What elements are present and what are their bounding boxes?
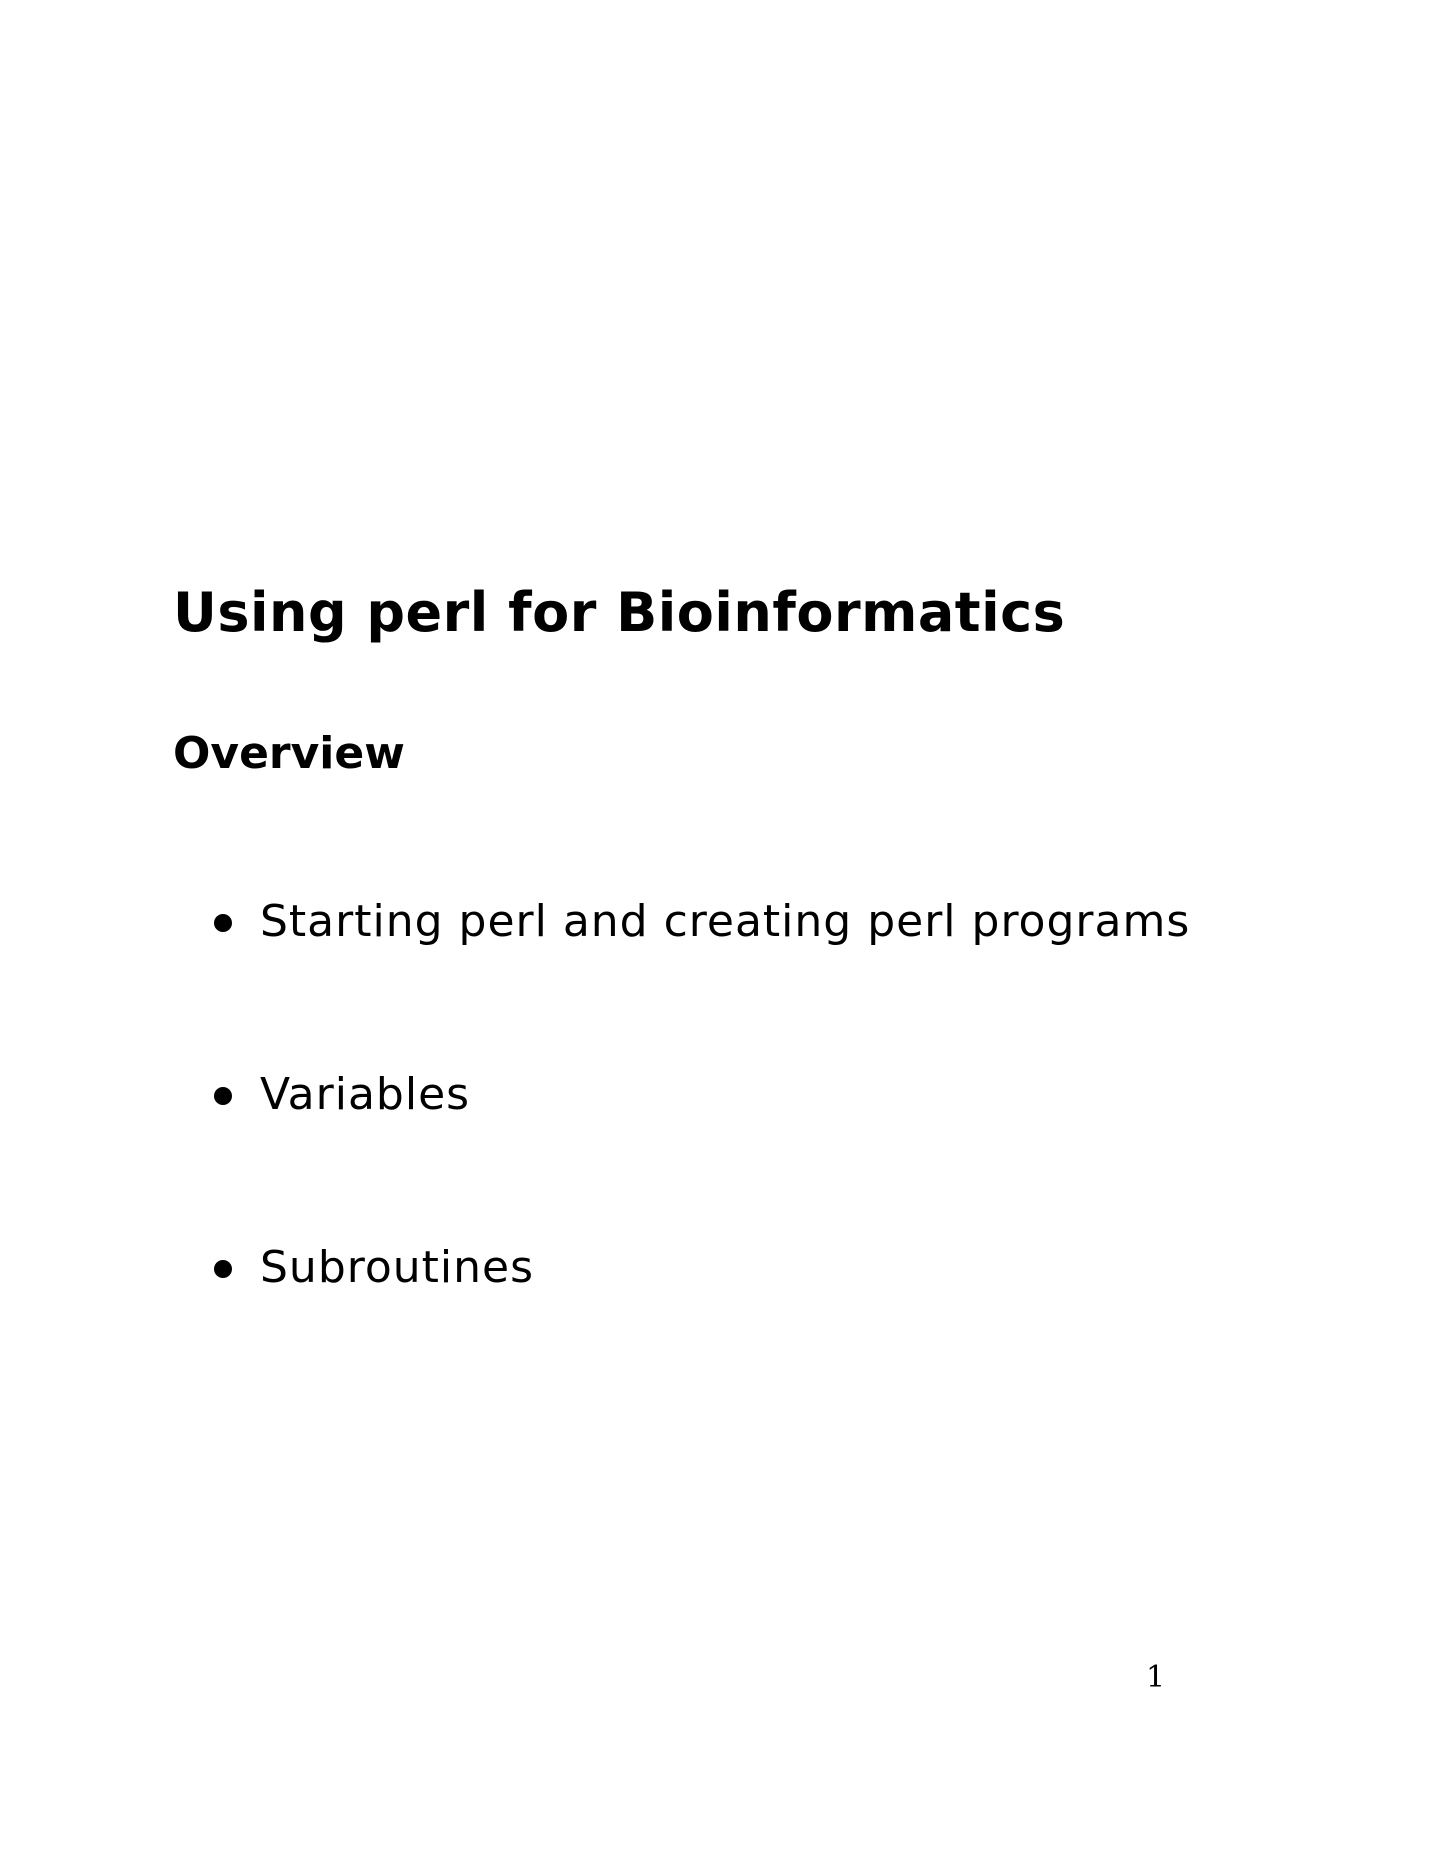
list-item-label: Variables xyxy=(260,1069,471,1120)
page-number: 1 xyxy=(1146,1660,1166,1695)
list-item-label: Starting perl and creating perl programs xyxy=(260,896,1191,947)
page-title: Using perl for Bioinformatics xyxy=(173,581,1066,644)
bullet-icon xyxy=(214,1260,232,1278)
bullet-icon xyxy=(214,1087,232,1105)
section-heading: Overview xyxy=(173,728,405,779)
list-item-label: Subroutines xyxy=(260,1242,535,1293)
bullet-icon xyxy=(214,914,232,932)
